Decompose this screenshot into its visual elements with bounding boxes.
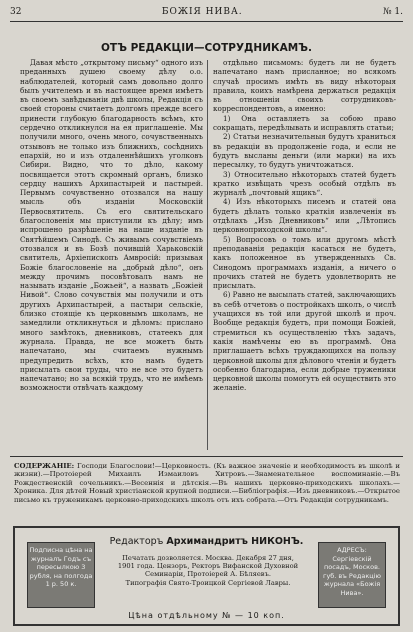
article-paragraph: Давая мѣсто „открытому письму“ одного изъ преданныхъ душею своему дѣлу о.о. наблюдателей, который самъ довольно долго былъ учителемъ и въ настоящее время имѣетъ въ своемъ завѣдываніи двѣ школы, Редакція съ своей стороны считаетъ долгомъ прежде всего принести глубокую благодарность всѣмъ, кто сердечно откликнулся на ея приглашеніе. Мы получили много, очень много, сочувственныхъ отзывовъ не только изъ ближнихъ, сосѣднихъ епархій, но и изъ отдаленнѣйшихъ уголковъ Сибири. Видно, что то дѣло, какому посвящается этотъ скромный органъ, близко сердцу нашихъ Архипастырей и пастырей. Первымъ сочувственно отозвался на нашу мысль объ изданіи Московскій Первосвятитель. Съ его святительскаго благословенія мы приступили къ дѣлу; имъ испрошено разрѣшеніе на наше изданіе въ Святѣйшемъ Синодѣ. Съ живымъ сочувствіемъ отозвался и въ Бозѣ почившій Харьковскій святитель, Архіепископъ Амвросій: призывая Божіе благословеніе на „добрый дѣло“, онъ между прочимъ посовѣтовалъ намъ не называть изданіе „Божьей“, а назвать „Божіей Нивой“. Слово сочувствія мы получили и отъ другихъ Архипастырей, а пастыри сельскіе, близко стоящіе къ церковнымъ школамъ, не замедлили откликнуться и дѣломъ: прислано много замѣтокъ, дневниковъ, статеекъ для журнала. Правда, не все можетъ быть напечатано, мы считаемъ нужнымъ предупредить всѣхъ, кто намъ будетъ присылать свои труды, что не все это будетъ напечатано; но за всякій трудъ, что не имѣемъ возможности отвѣчать каждому bbox=[20, 58, 203, 393]
article-paragraph: 2) Статьи незначительныя будутъ храниться въ редакціи въ продолженіе года, и если не будутъ высланы деньги (или марки) на ихъ пересылку, то будутъ уничтожаться. bbox=[213, 132, 396, 170]
article-paragraph: 1) Она оставляетъ за собою право сокращать, передѣлывать и исправлять статьи; bbox=[213, 113, 396, 133]
left-column bbox=[20, 58, 203, 451]
article-paragraph: 3) Относительно нѣкоторыхъ статей будетъ кратко извѣщать чрезъ особый отдѣлъ въ журналѣ „почтовый ящикъ“. bbox=[213, 169, 396, 198]
page-number: 32 bbox=[10, 7, 22, 17]
publication-line: Печатать дозволяется. Москва. Декабря 27 дня, bbox=[122, 554, 294, 562]
page-header bbox=[10, 5, 403, 19]
journal-title: БОЖІЯ НИВА. bbox=[161, 7, 243, 17]
contents-rule bbox=[10, 456, 403, 457]
imprint-box bbox=[13, 526, 400, 626]
issue-price: Цѣна отдѣльному № — 10 коп. bbox=[128, 611, 285, 620]
subscription-box: Подписна цѣна на журналъ Годъ съ пересылкою 3 рубля, на полгода 1 р. 50 к. bbox=[27, 542, 95, 608]
section-title: ОТЪ РЕДАКЦІИ—СОТРУДНИКАМЪ. bbox=[101, 42, 312, 54]
publication-info bbox=[105, 554, 311, 587]
editor-label: Редакторъ bbox=[109, 536, 164, 547]
issue-number: № 1. bbox=[383, 7, 403, 17]
table-of-contents bbox=[14, 462, 400, 522]
column-divider bbox=[207, 60, 208, 450]
contents-text: Господи Благослови!—Церковность. (Къ важное значеніе и необходимость въ школѣ и жизни).—Протоіерей Михаилъ Измаиловъ Хитровъ.—Знаменательное воспоминаніе.—Въ Рождественскій сочельникъ.—Весеннія и дѣтскія.—Въ нашихъ церковно-приходскихъ школахъ.—Хроника. Для дѣтей Новый христіанской крупной подписи.—Библіографія.—Изъ дневниковъ.—Открытое письмо къ труженикамъ церковно-приходскихъ школъ отъ ихъ собрата.—Отъ Редакціи сотрудникамъ. bbox=[14, 462, 400, 504]
contents-label: СОДЕРЖАНІЕ: bbox=[14, 462, 75, 470]
article-paragraph: отдѣльно письмомъ: будетъ ли не будетъ напечатано намъ присланное; но всякомъ случаѣ просимъ имѣть въ виду нѣкоторыя правила, коихъ намѣрена держаться редакція въ отношеніи своихъ сотрудниковъ-корреспондентовъ, а именно: bbox=[213, 58, 396, 114]
header-rule bbox=[10, 21, 403, 22]
publication-line: 1901 года. Цензоръ, Ректоръ Вифанской Духовной bbox=[117, 562, 299, 571]
publication-line: Семинаріи, Протоіерей А. Бѣляевъ. bbox=[145, 570, 271, 579]
article-paragraph: 5) Вопросовъ о томъ или другомъ мѣстѣ преподаванія редакція касаться не будетъ, какъ положенное въ утвержденныхъ Св. Синодомъ программахъ изданія, а ничего о прочихъ статей не будетъ удовлетворять не присылать. bbox=[213, 234, 396, 291]
editor-line bbox=[15, 536, 398, 547]
editor-name: Архимандритъ НИКОНЪ. bbox=[166, 536, 304, 547]
right-column bbox=[213, 58, 396, 451]
publication-line: Типографія Свято-Троицкой Сергіевой Лавры. bbox=[125, 578, 291, 587]
article-paragraph: 6) Равно не высылать статей, заключающихъ въ себѣ отчетовъ о постройкахъ школъ, о числѣ учащихся въ той или другой школѣ и проч. Вообще редакція будетъ, при помощи Божіей, стремиться къ осуществленію тѣхъ задачъ, какія намѣчены ею въ программѣ. Она приглашаетъ всѣхъ труждающихся на пользу церковной школы для дѣлового чтенія и будетъ особенно благодарна, если добрые труженики церковной школы помогутъ ей осуществить это желаніе. bbox=[213, 290, 396, 393]
article-paragraph: 4) Изъ нѣкоторыхъ писемъ и статей она будетъ дѣлать только краткія извлеченія въ отдѣлахъ „Изъ Дневниковъ“ или „Лѣтопись церковноприходской школы“. bbox=[213, 197, 396, 235]
address-box: АДРЕСЪ: Сергіевскій посадъ, Москов. губ. въ Редакцію журнала «Божія Нива». bbox=[318, 542, 386, 608]
